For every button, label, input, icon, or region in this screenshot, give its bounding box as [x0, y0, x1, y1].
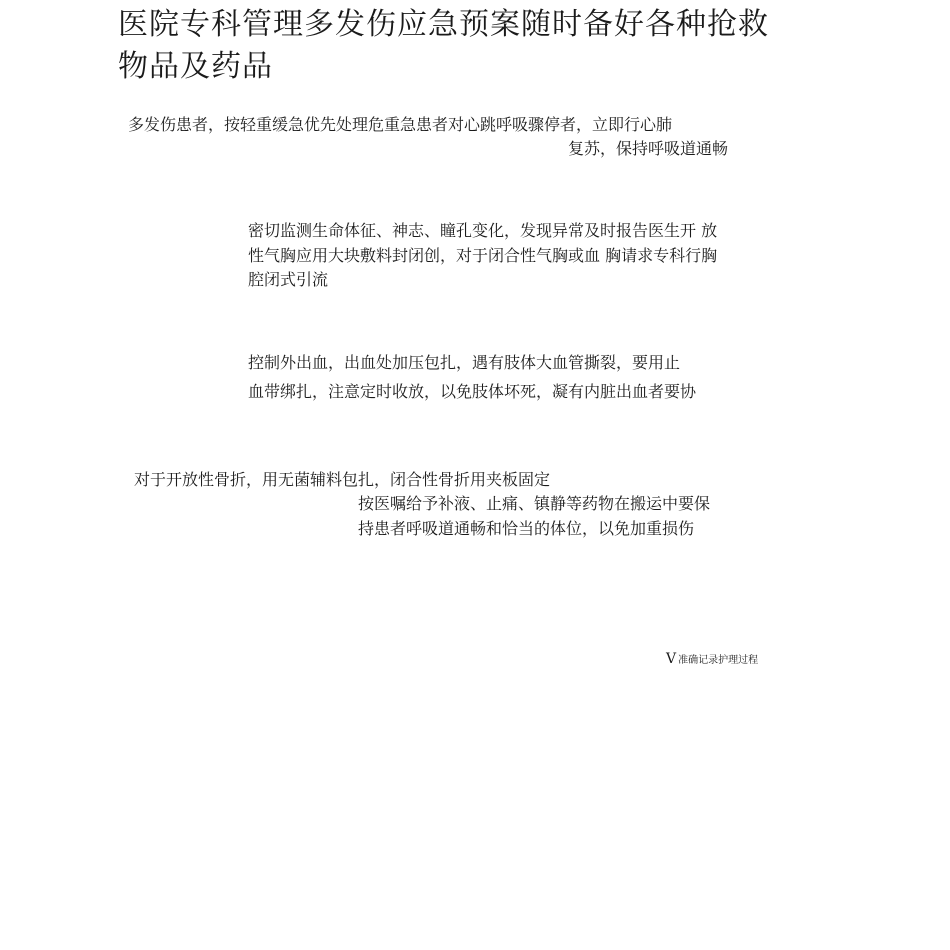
text-line: 控制外出血，出血处加压包扎，遇有肢体大血管撕裂，要用止 [248, 353, 681, 372]
footer-note [666, 650, 758, 670]
text-line: 复苏，保持呼吸道通畅 [568, 139, 729, 158]
text-line: 多发伤患者，按轻重缓急优先处理危重急患者对心跳呼吸骤停者，立即行心肺 [128, 115, 673, 134]
text-line: 持患者呼吸道通畅和恰当的体位，以免加重损伤 [358, 519, 695, 538]
text-line: 血带绑扎，注意定时收放，以免肢体坏死，凝有内脏出血者要协 [248, 382, 697, 401]
document-title: 医院专科管理多发伤应急预案随时备好各种抢救物品及药品 [118, 7, 769, 84]
text-line: 腔闭式引流 [248, 270, 329, 289]
text-line: 对于开放性骨折，用无菌辅料包扎，闭合性骨折用夹板固定 [134, 470, 551, 489]
text-line: 性气胸应用大块敷料封闭创，对于闭合性气胸或血 胸请求专科行胸 [248, 246, 718, 265]
footer-note-text: 准确记录护理过程 [678, 655, 759, 666]
text-line: 按医嘱给予补液、止痛、镇静等药物在搬运中要保 [358, 494, 711, 513]
text-line: 密切监测生命体征、神志、瞳孔变化，发现异常及时报告医生开 放 [248, 221, 718, 240]
check-mark: V [666, 651, 677, 667]
